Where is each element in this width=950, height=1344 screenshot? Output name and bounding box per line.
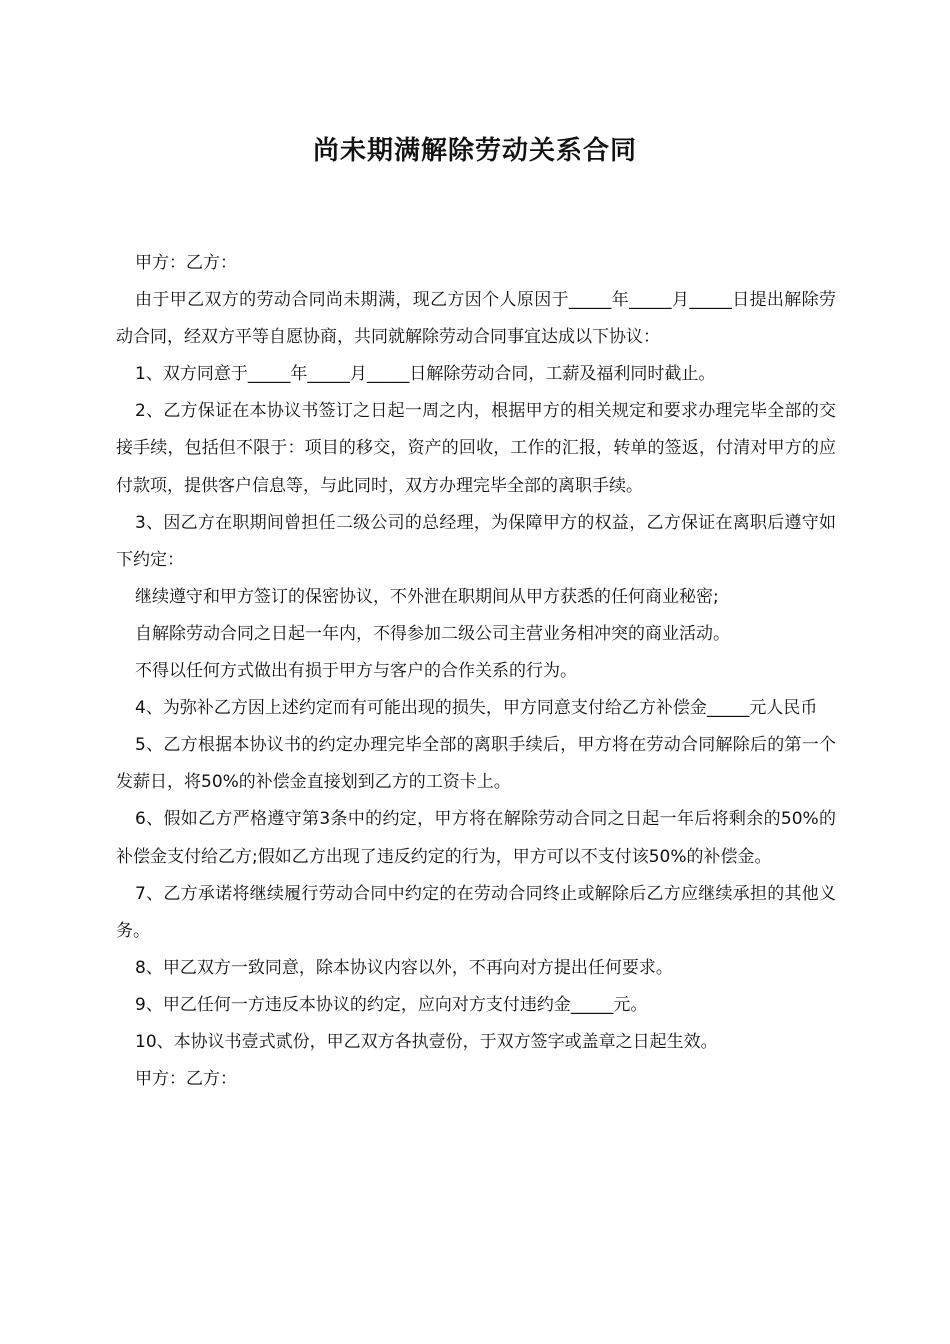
- document-body: [116, 245, 836, 1098]
- clause-3-item-1: 继续遵守和甲方签订的保密协议，不外泄在职期间从甲方获悉的任何商业秘密;: [135, 586, 719, 607]
- clause-3-item-2: 自解除劳动合同之日起一年内，不得参加二级公司主营业务相冲突的商业活动。: [135, 623, 730, 644]
- clause-2: 2、乙方保证在本协议书签订之日起一周之内，根据甲方的相关规定和要求办理完毕全部的交接手续，包括但不限于：项目的移交，资产的回收，工作的汇报，转单的签返，付清对甲方的应付款项，提供客户信息等，与此同时，双方办理完毕全部的离职手续。: [116, 401, 836, 496]
- clause-4: 4、为弥补乙方因上述约定而有可能出现的损失，甲方同意支付给乙方补偿金_____元人民币: [135, 698, 818, 719]
- preamble-paragraph: 由于甲乙双方的劳动合同尚未期满，现乙方因个人原因于_____年_____月_____日提出解除劳动合同，经双方平等自愿协商，共同就解除劳动合同事宜达成以下协议：: [116, 290, 836, 348]
- clause-3-item-3: 不得以任何方式做出有损于甲方与客户的合作关系的行为。: [135, 661, 577, 682]
- clause-7: 7、乙方承诺将继续履行劳动合同中约定的在劳动合同终止或解除后乙方应继续承担的其他义务。: [116, 883, 836, 941]
- clause-3: 3、因乙方在职期间曾担任二级公司的总经理，为保障甲方的权益，乙方保证在离职后遵守如下约定：: [116, 512, 836, 570]
- party-line-top: 甲方：乙方：: [135, 253, 237, 273]
- clause-1: 1、双方同意于_____年_____月_____日解除劳动合同，工薪及福利同时截止。: [135, 364, 716, 385]
- document-title: 尚未期满解除劳动关系合同: [312, 136, 637, 166]
- clause-10: 10、本协议书壹式贰份，甲乙双方各执壹份，于双方签字或盖章之日起生效。: [135, 1031, 718, 1052]
- clause-5: 5、乙方根据本协议书的约定办理完毕全部的离职手续后，甲方将在劳动合同解除后的第一个发薪日，将50%的补偿金直接划到乙方的工资卡上。: [116, 735, 836, 793]
- clause-9: 9、甲乙任何一方违反本协议的约定，应向对方支付违约金_____元。: [135, 994, 648, 1015]
- clause-6: 6、假如乙方严格遵守第3条中的约定，甲方将在解除劳动合同之日起一年后将剩余的50%的补偿金支付给乙方;假如乙方出现了违反约定的行为，甲方可以不支付该50%的补偿金。: [116, 809, 836, 867]
- party-line-bottom: 甲方：乙方：: [135, 1069, 237, 1090]
- clause-8: 8、甲乙双方一致同意，除本协议内容以外，不再向对方提出任何要求。: [135, 957, 673, 978]
